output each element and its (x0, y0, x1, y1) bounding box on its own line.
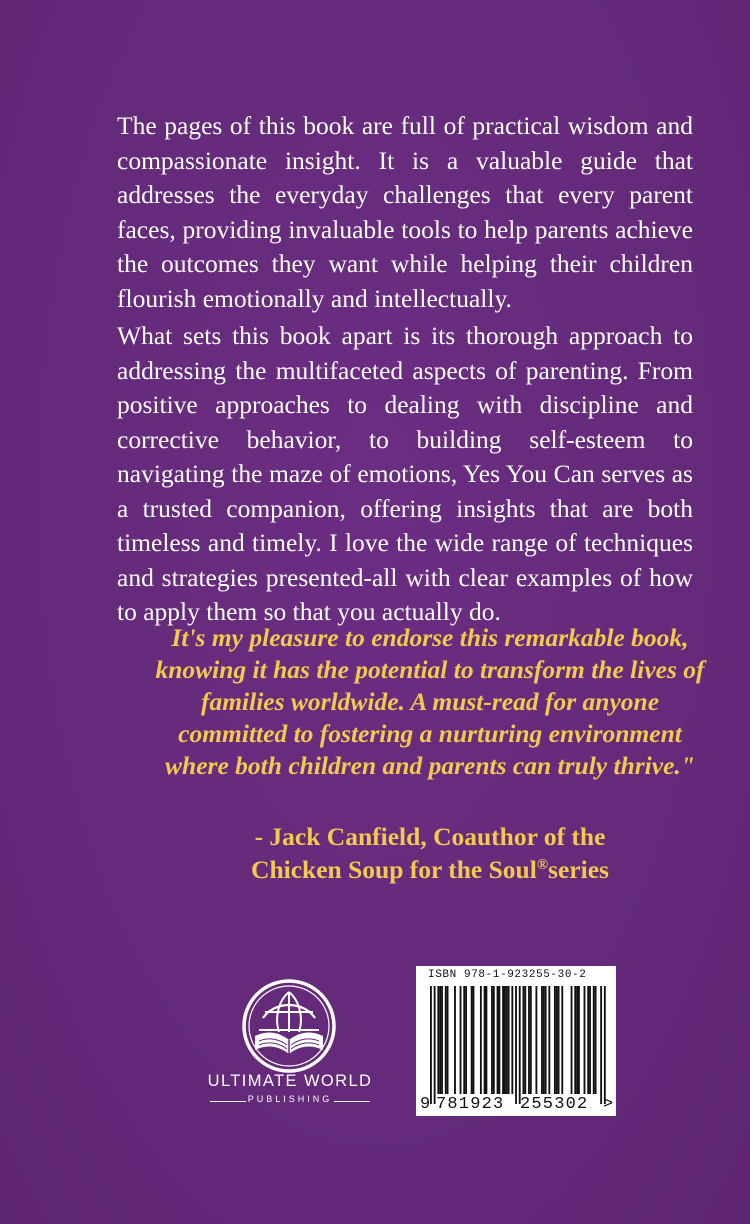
barcode-digits (416, 1095, 616, 1115)
registered-mark: ® (536, 857, 549, 873)
divider-right (334, 1101, 370, 1102)
publisher-name: ULTIMATE WORLD (207, 1072, 373, 1090)
barcode-bar (486, 986, 488, 1094)
publisher-subname-row (190, 1094, 390, 1108)
isbn-barcode (416, 966, 616, 1116)
barcode-bar (430, 986, 432, 1104)
barcode-bar (578, 986, 580, 1094)
barcode-bar (434, 986, 436, 1104)
isbn-label: ISBN 978-1-923255-30-2 (428, 969, 587, 981)
barcode-quiet-zone-marker: > (603, 1095, 614, 1114)
attribution-series-suffix: series (548, 855, 609, 884)
barcode-bar (504, 986, 506, 1094)
barcode-bar (493, 986, 495, 1094)
barcode-bar (535, 986, 537, 1094)
barcode-bar (545, 986, 547, 1094)
barcode-bar (480, 986, 482, 1094)
attribution-line-2 (150, 853, 710, 886)
barcode-bar (523, 986, 525, 1094)
barcode-bar (604, 986, 606, 1104)
barcode-bar (593, 986, 595, 1094)
barcode-bar (497, 986, 499, 1094)
barcode-bar (554, 986, 556, 1094)
barcode-bar (445, 986, 447, 1094)
barcode-bar (589, 986, 591, 1094)
attribution-series-name: Chicken Soup for the Soul (251, 855, 537, 884)
barcode-bar (515, 986, 517, 1104)
barcode-bar (558, 986, 560, 1094)
endorsement-quote: It's my pleasure to endorse this remarkable book, knowing it has the potential to transform the lives of families worldwide. A must-read for anyone committed to fostering a nurturing environment where both children and parents can truly thrive." (155, 623, 705, 780)
barcode-bars (416, 966, 616, 1116)
barcode-bar (439, 986, 441, 1094)
barcode-bar (460, 986, 462, 1094)
barcode-digit-group-2: 255302 (520, 1095, 589, 1114)
barcode-bar (437, 986, 439, 1094)
description-paragraph-2: What sets this book apart is its thorough approach to addressing the multifaceted aspects of parenting. From positive approaches to dealing with discipline and corrective behavior, to building self-esteem to navigating the maze of emotions, Yes You Can serves as a trusted companion, offering insights that are both timeless and timely. I love the wide range of techniques and strategies presented-all with clear examples of how to apply them so that you actually do. (117, 321, 693, 626)
publisher-subname: PUBLISHING (247, 1094, 333, 1104)
publisher-logo (190, 978, 390, 1108)
barcode-bar (543, 986, 545, 1094)
barcode-bar (528, 986, 530, 1094)
barcode-bar (473, 986, 475, 1094)
barcode-bar (571, 986, 573, 1094)
barcode-bar (600, 986, 602, 1104)
barcode-bar (463, 986, 465, 1094)
barcode-bar (484, 986, 486, 1094)
globe-open-book-icon (241, 978, 337, 1074)
barcode-bar (548, 986, 550, 1094)
barcode-lead-digit: 9 (420, 1095, 431, 1114)
barcode-bar (502, 986, 504, 1094)
barcode-digit-group-1: 781923 (436, 1095, 505, 1114)
barcode-bar (587, 986, 589, 1094)
barcode-bar (498, 986, 500, 1094)
barcode-bar (576, 986, 578, 1094)
barcode-bar (541, 986, 543, 1094)
barcode-bar (524, 986, 526, 1094)
barcode-bar (465, 986, 467, 1094)
description-paragraph-1: The pages of this book are full of practical wisdom and compassionate insight. It is a valuable guide that addresses the everyday challenges that every parent faces, providing invaluable tools to help parents achieve the outcomes they want while helping their children flourish emotionally and intellectually. (117, 111, 693, 313)
barcode-bar (511, 986, 513, 1094)
barcode-bar (441, 986, 443, 1094)
barcode-bar (447, 986, 449, 1094)
barcode-bar (561, 986, 563, 1094)
barcode-bar (508, 986, 510, 1094)
barcode-bar (471, 986, 473, 1094)
endorsement-attribution (150, 820, 710, 886)
barcode-bar (519, 986, 521, 1104)
barcode-bar (506, 986, 508, 1094)
barcode-bar (584, 986, 586, 1094)
barcode-bar (530, 986, 532, 1094)
attribution-line-1: - Jack Canfield, Coauthor of the (254, 822, 606, 851)
barcode-bar (556, 986, 558, 1094)
barcode-bar (574, 986, 576, 1094)
barcode-bar (491, 986, 493, 1094)
barcode-bar (595, 986, 597, 1094)
barcode-bar (454, 986, 456, 1094)
